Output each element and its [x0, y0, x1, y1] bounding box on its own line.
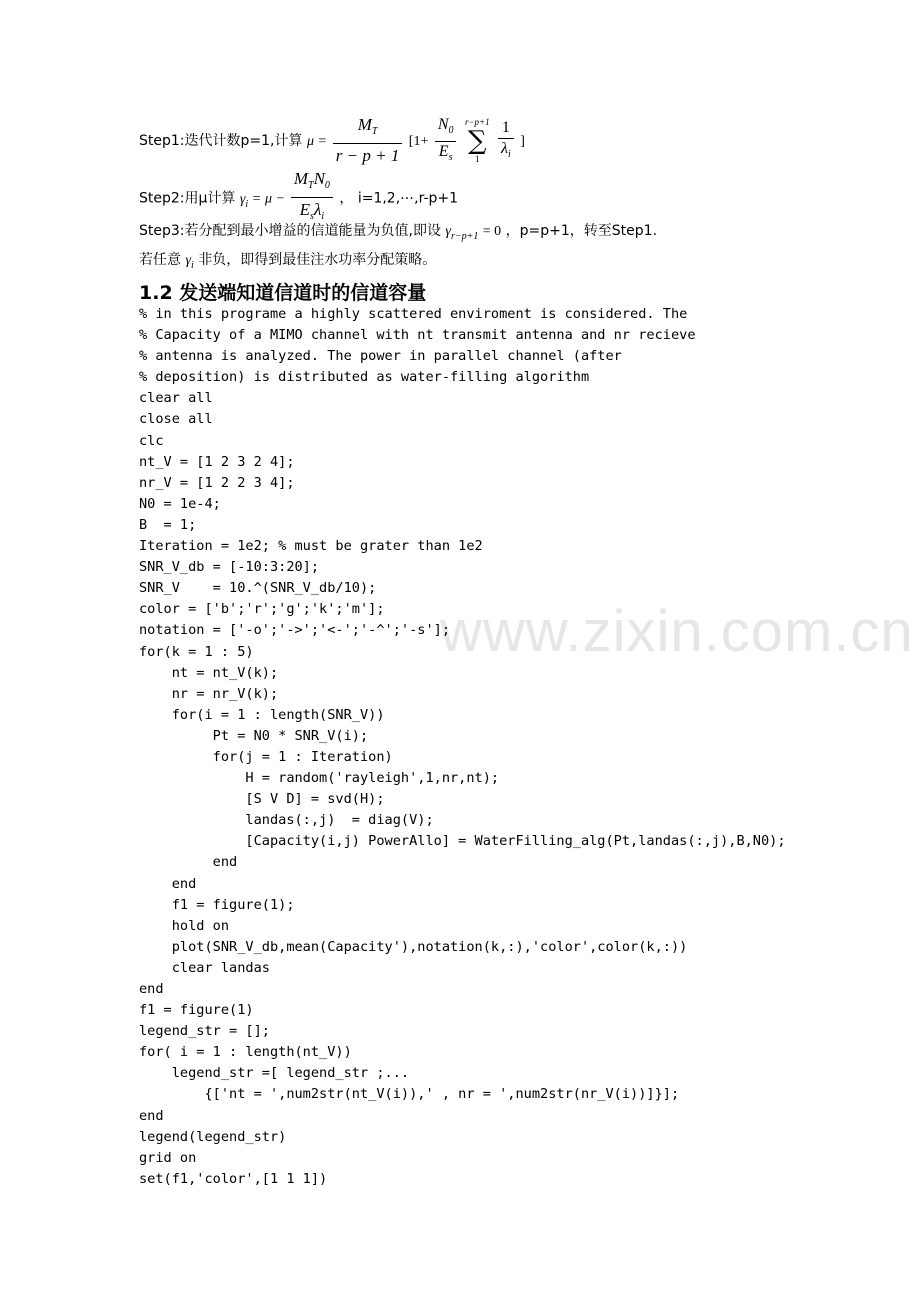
step2-line: Step2:用μ计算 $\gamma_i = \mu$ − $\frac{M_TN_0}{E_s\lambda_i}$ ， i=1,2,⋯,r-p+1 — [139, 168, 458, 229]
code-line: landas(:,j) = diag(V); — [139, 812, 434, 829]
step4-line: 若任意 $\gamma_i$ 非负，即得到最佳注水功率分配策略。 — [139, 252, 437, 271]
code-line: legend_str =[ legend_str ;... — [139, 1065, 410, 1082]
code-line: plot(SNR_V_db,mean(Capacity'),notation(k,:),'color',color(k,:)) — [139, 938, 688, 955]
step2-tail: ， i=1,2,⋯,r-p+1 — [339, 190, 459, 207]
code-line: color = ['b';'r';'g';'k';'m']; — [139, 601, 385, 618]
code-line: SNR_V_db = [-10:3:20]; — [139, 559, 320, 576]
code-line: end — [139, 981, 164, 997]
code-line: [S V D] = svd(H); — [139, 791, 385, 808]
code-line: f1 = figure(1) — [139, 1002, 254, 1019]
code-line: clear landas — [139, 959, 270, 976]
code-line: end — [139, 854, 238, 871]
step1-summation: r−p+1 ∑ 1 — [464, 117, 490, 164]
code-line: for(k = 1 : 5) — [139, 643, 254, 660]
code-line: nr_V = [1 2 2 3 4]; — [139, 474, 295, 491]
step1-bracket-open: [1+ — [408, 134, 429, 149]
step1-fraction-inverse-lambda: $\frac{1}{\lambda_i}$ — [498, 118, 514, 165]
step2-gamma: $\gamma_i$ — [239, 191, 249, 210]
step1-fraction-mt: $\frac{M_T}{r - p + 1}$ — [333, 114, 403, 168]
code-line: end — [139, 875, 197, 892]
code-line: grid on — [139, 1149, 197, 1166]
step4-gamma: $\gamma_i$ — [185, 253, 194, 271]
code-line: f1 = figure(1); — [139, 896, 295, 913]
code-line: for(i = 1 : length(SNR_V)) — [139, 706, 385, 723]
step2-label: Step2:用μ计算 — [139, 190, 236, 207]
code-line: hold on — [139, 917, 230, 934]
code-line: N0 = 1e-4; — [139, 495, 221, 512]
matlab-code-block — [139, 304, 786, 1190]
code-line: nt_V = [1 2 3 2 4]; — [139, 453, 295, 470]
step1-mu: μ — [306, 134, 314, 149]
code-line: for( i = 1 : length(nt_V)) — [139, 1044, 352, 1061]
step1-line — [139, 114, 525, 168]
code-line: for(j = 1 : Iteration) — [139, 748, 393, 765]
code-line: nt = nt_V(k); — [139, 664, 279, 681]
code-line: SNR_V = 10.^(SNR_V_db/10); — [139, 580, 377, 597]
code-line: legend_str = []; — [139, 1023, 270, 1040]
step3-line: Step3:若分配到最小增益的信道能量为负值,即设 $\gamma_{r-p+1} = 0$ ，p=p+1，转至Step1. — [139, 223, 658, 242]
code-line: notation = ['-o';'->';'<-';'-^';'-s']; — [139, 622, 450, 639]
watermark: www.zixin.com.cn — [440, 599, 914, 664]
step2-fraction: $\frac{M_TN_0}{E_s\lambda_i}$ — [291, 168, 333, 229]
code-line: clear all — [139, 390, 213, 407]
code-line: B = 1; — [139, 516, 197, 533]
code-line: close all — [139, 411, 213, 428]
code-line: legend(legend_str) — [139, 1128, 287, 1145]
code-line: [Capacity(i,j) PowerAllo] = WaterFilling_alg(Pt,landas(:,j),B,N0); — [139, 833, 786, 850]
section-heading: 1.2 发送端知道信道时的信道容量 — [139, 282, 427, 304]
code-line: % in this programe a highly scattered enviroment is considered. The — [139, 306, 688, 322]
code-line: H = random('rayleigh',1,nr,nt); — [139, 770, 500, 787]
code-line: Pt = N0 * SNR_V(i); — [139, 727, 369, 744]
code-line: set(f1,'color',[1 1 1]) — [139, 1170, 328, 1187]
step1-eq: = — [318, 134, 327, 149]
code-line: % antenna is analyzed. The power in parallel channel (after — [139, 348, 622, 365]
step1-bracket-close: ] — [520, 134, 525, 149]
code-line: Iteration = 1e2; % must be grater than 1e2 — [139, 538, 483, 555]
code-line: end — [139, 1107, 164, 1124]
step1-fraction-n0-es: $\frac{N_0}{E_s}$ — [435, 115, 457, 168]
code-line: % deposition) is distributed as water-filling algorithm — [139, 369, 590, 386]
step3-tail: ，p=p+1，转至Step1. — [505, 223, 658, 239]
code-line: {['nt = ',num2str(nt_V(i)),' , nr = ',num2str(nr_V(i))]}]; — [139, 1086, 680, 1103]
code-line: nr = nr_V(k); — [139, 685, 279, 702]
code-line: % Capacity of a MIMO channel with nt transmit antenna and nr recieve — [139, 327, 696, 344]
step3-gamma: $\gamma_{r-p+1}$ — [445, 224, 479, 242]
step1-label: Step1:迭代计数p=1,计算 — [139, 133, 303, 149]
code-line: clc — [139, 432, 164, 449]
step3-label: Step3:若分配到最小增益的信道能量为负值,即设 — [139, 223, 441, 239]
